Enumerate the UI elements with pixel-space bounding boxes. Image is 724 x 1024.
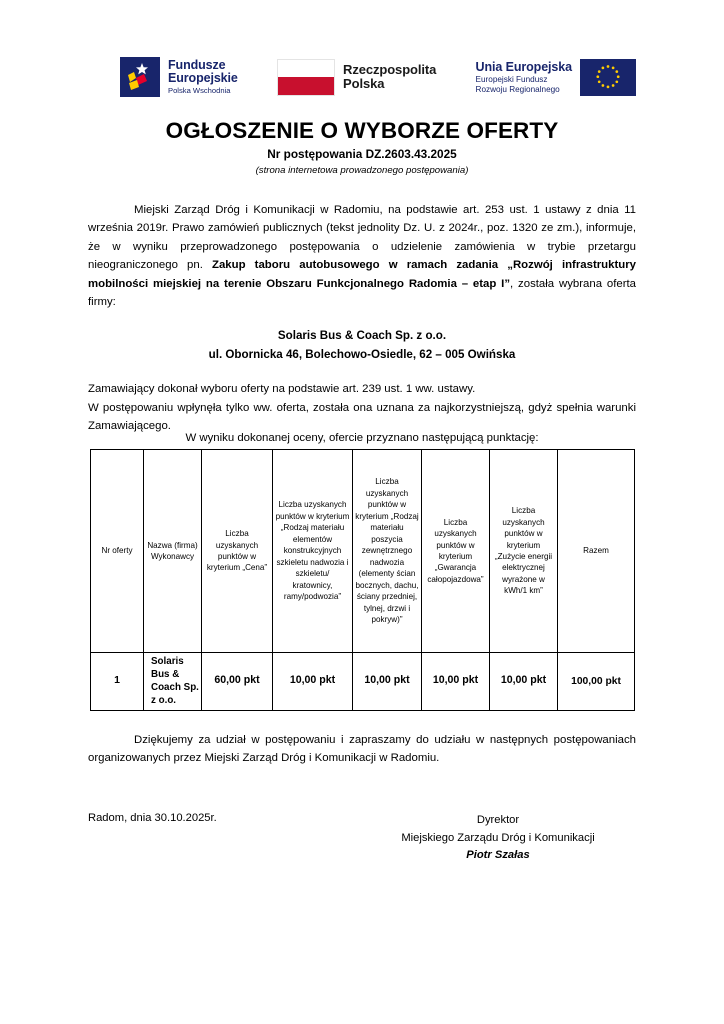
fundusze-europejskie-text (168, 59, 238, 94)
cell-kryterium-5: 10,00 pkt (490, 653, 558, 711)
polish-flag-icon (277, 59, 335, 96)
signature-block (360, 812, 636, 865)
logo-bar (120, 48, 636, 106)
fundusze-line1: Fundusze (168, 58, 226, 73)
paragraph-1-part1: Miejski Zarząd Dróg i Komunikacji w Radomiu, na podstawie art. 253 ust. 1 ustawy z dnia 11 września 2019r. Prawo zamówień publicznych (tekst jednolity Dz. U. z 2024r., poz. 1320 ze zm.), informuje, że w wyniku przeprowadzonego postępowania o udzielenie zamówienia w trybie przetargu nieograniczonego pn. (88, 204, 636, 272)
unia-line2: Europejski Fundusz (475, 74, 548, 84)
unia-europejska-text (476, 60, 572, 93)
column-header-kryterium-2: Liczba uzyskanych punktów w kryterium „Rodzaj materiału elementów konstrukcyjnych szkieletu nadwozia i szkieletu/ kratownicy, ramy/podwozia” (273, 450, 353, 653)
cell-nr: 1 (91, 653, 144, 711)
table-row (91, 653, 635, 711)
paragraph-2-line1: Zamawiający dokonał wyboru oferty na podstawie art. 239 ust. 1 ww. ustawy. (88, 383, 476, 396)
signature-date: Radom, dnia 30.10.2025r. (88, 812, 217, 824)
page-title: OGŁOSZENIE O WYBORZE OFERTY (165, 118, 559, 143)
signature-name: Piotr Szałas (466, 849, 530, 862)
logo-fundusze-europejskie (120, 57, 238, 97)
company-address: ul. Obornicka 46, Bolechowo-Osiedle, 62 – 005 Owińska (208, 347, 516, 361)
closing-text (88, 731, 636, 768)
fundusze-europejskie-mark-icon (120, 57, 160, 97)
paragraph-1-bold: Zakup taboru autobusowego w ramach zadania „Rozwój infrastruktury mobilności miejskiej na terenie Obszaru Funkcjonalnego Radomia – etap I” (88, 259, 636, 290)
score-table (90, 449, 635, 711)
column-header-name: Nazwa (firma) Wykonawcy (144, 450, 202, 653)
signature-role: Dyrektor (476, 814, 520, 826)
procedure-number: Nr postępowania DZ.2603.43.2025 (267, 147, 457, 161)
paragraph-2-line2: W postępowaniu wpłynęła tylko ww. oferta, została ona uznana za najkorzystniejszą, gdyż spełnia warunki Zamawiającego. (88, 401, 636, 433)
table-intro: W wyniku dokonanej oceny, ofercie przyznano następującą punktację: (185, 432, 539, 444)
logo-rzeczpospolita-polska (277, 59, 436, 96)
column-header-kryterium-5: Liczba uzyskanych punktów w kryterium „Zużycie energii elektrycznej wyrażone w kWh/1 km” (490, 450, 558, 653)
unia-line1: Unia Europejska (475, 60, 572, 75)
company-name: Solaris Bus & Coach Sp. z o.o. (277, 328, 447, 342)
selected-company (88, 327, 636, 365)
cell-kryterium-2: 10,00 pkt (273, 653, 353, 711)
eu-flag-icon (580, 59, 636, 96)
paragraph-2 (88, 380, 636, 435)
cell-name: Solaris Bus & Coach Sp. z o.o. (144, 653, 202, 711)
closing-paragraph: Dziękujemy za udział w postępowaniu i zapraszamy do udziału w następnych postępowaniach organizowanych przez Miejski Zarząd Dróg i Komunikacji w Radomiu. (88, 734, 636, 765)
website-note: (strona internetowa prowadzonego postępowania) (255, 165, 469, 176)
rzeczpospolita-line2: Polska (343, 76, 385, 91)
fundusze-line2: Europejskie (168, 71, 238, 86)
column-header-razem: Razem (558, 450, 635, 653)
cell-razem: 100,00 pkt (558, 653, 635, 711)
fundusze-line3: Polska Wschodnia (168, 85, 231, 95)
cell-cena: 60,00 pkt (202, 653, 273, 711)
paragraph-1-part2: , została wybrana oferta firmy: (88, 277, 636, 309)
paragraph-1 (88, 201, 636, 312)
rzeczpospolita-line1: Rzeczpospolita (343, 61, 437, 77)
table-header-row (91, 450, 635, 653)
signature-institution: Miejskiego Zarządu Dróg i Komunikacji (401, 831, 595, 844)
logo-unia-europejska (476, 59, 636, 96)
cell-kryterium-3: 10,00 pkt (353, 653, 422, 711)
column-header-nr: Nr oferty (91, 450, 144, 653)
rzeczpospolita-text (343, 63, 436, 91)
cell-kryterium-4: 10,00 pkt (422, 653, 490, 711)
column-header-kryterium-3: Liczba uzyskanych punktów w kryterium „Rodzaj materiału poszycia zewnętrznego nadwozia (elementy ścian bocznych, dachu, ściany przedniej, tylnej, drzwi i pokryw)” (353, 450, 422, 653)
column-header-kryterium-4: Liczba uzyskanych punktów w kryterium „Gwarancja całopojazdowa” (422, 450, 490, 653)
body-text (88, 201, 636, 436)
unia-line3: Rozwoju Regionalnego (475, 84, 560, 94)
column-header-cena: Liczba uzyskanych punktów w kryterium „Cena” (202, 450, 273, 653)
